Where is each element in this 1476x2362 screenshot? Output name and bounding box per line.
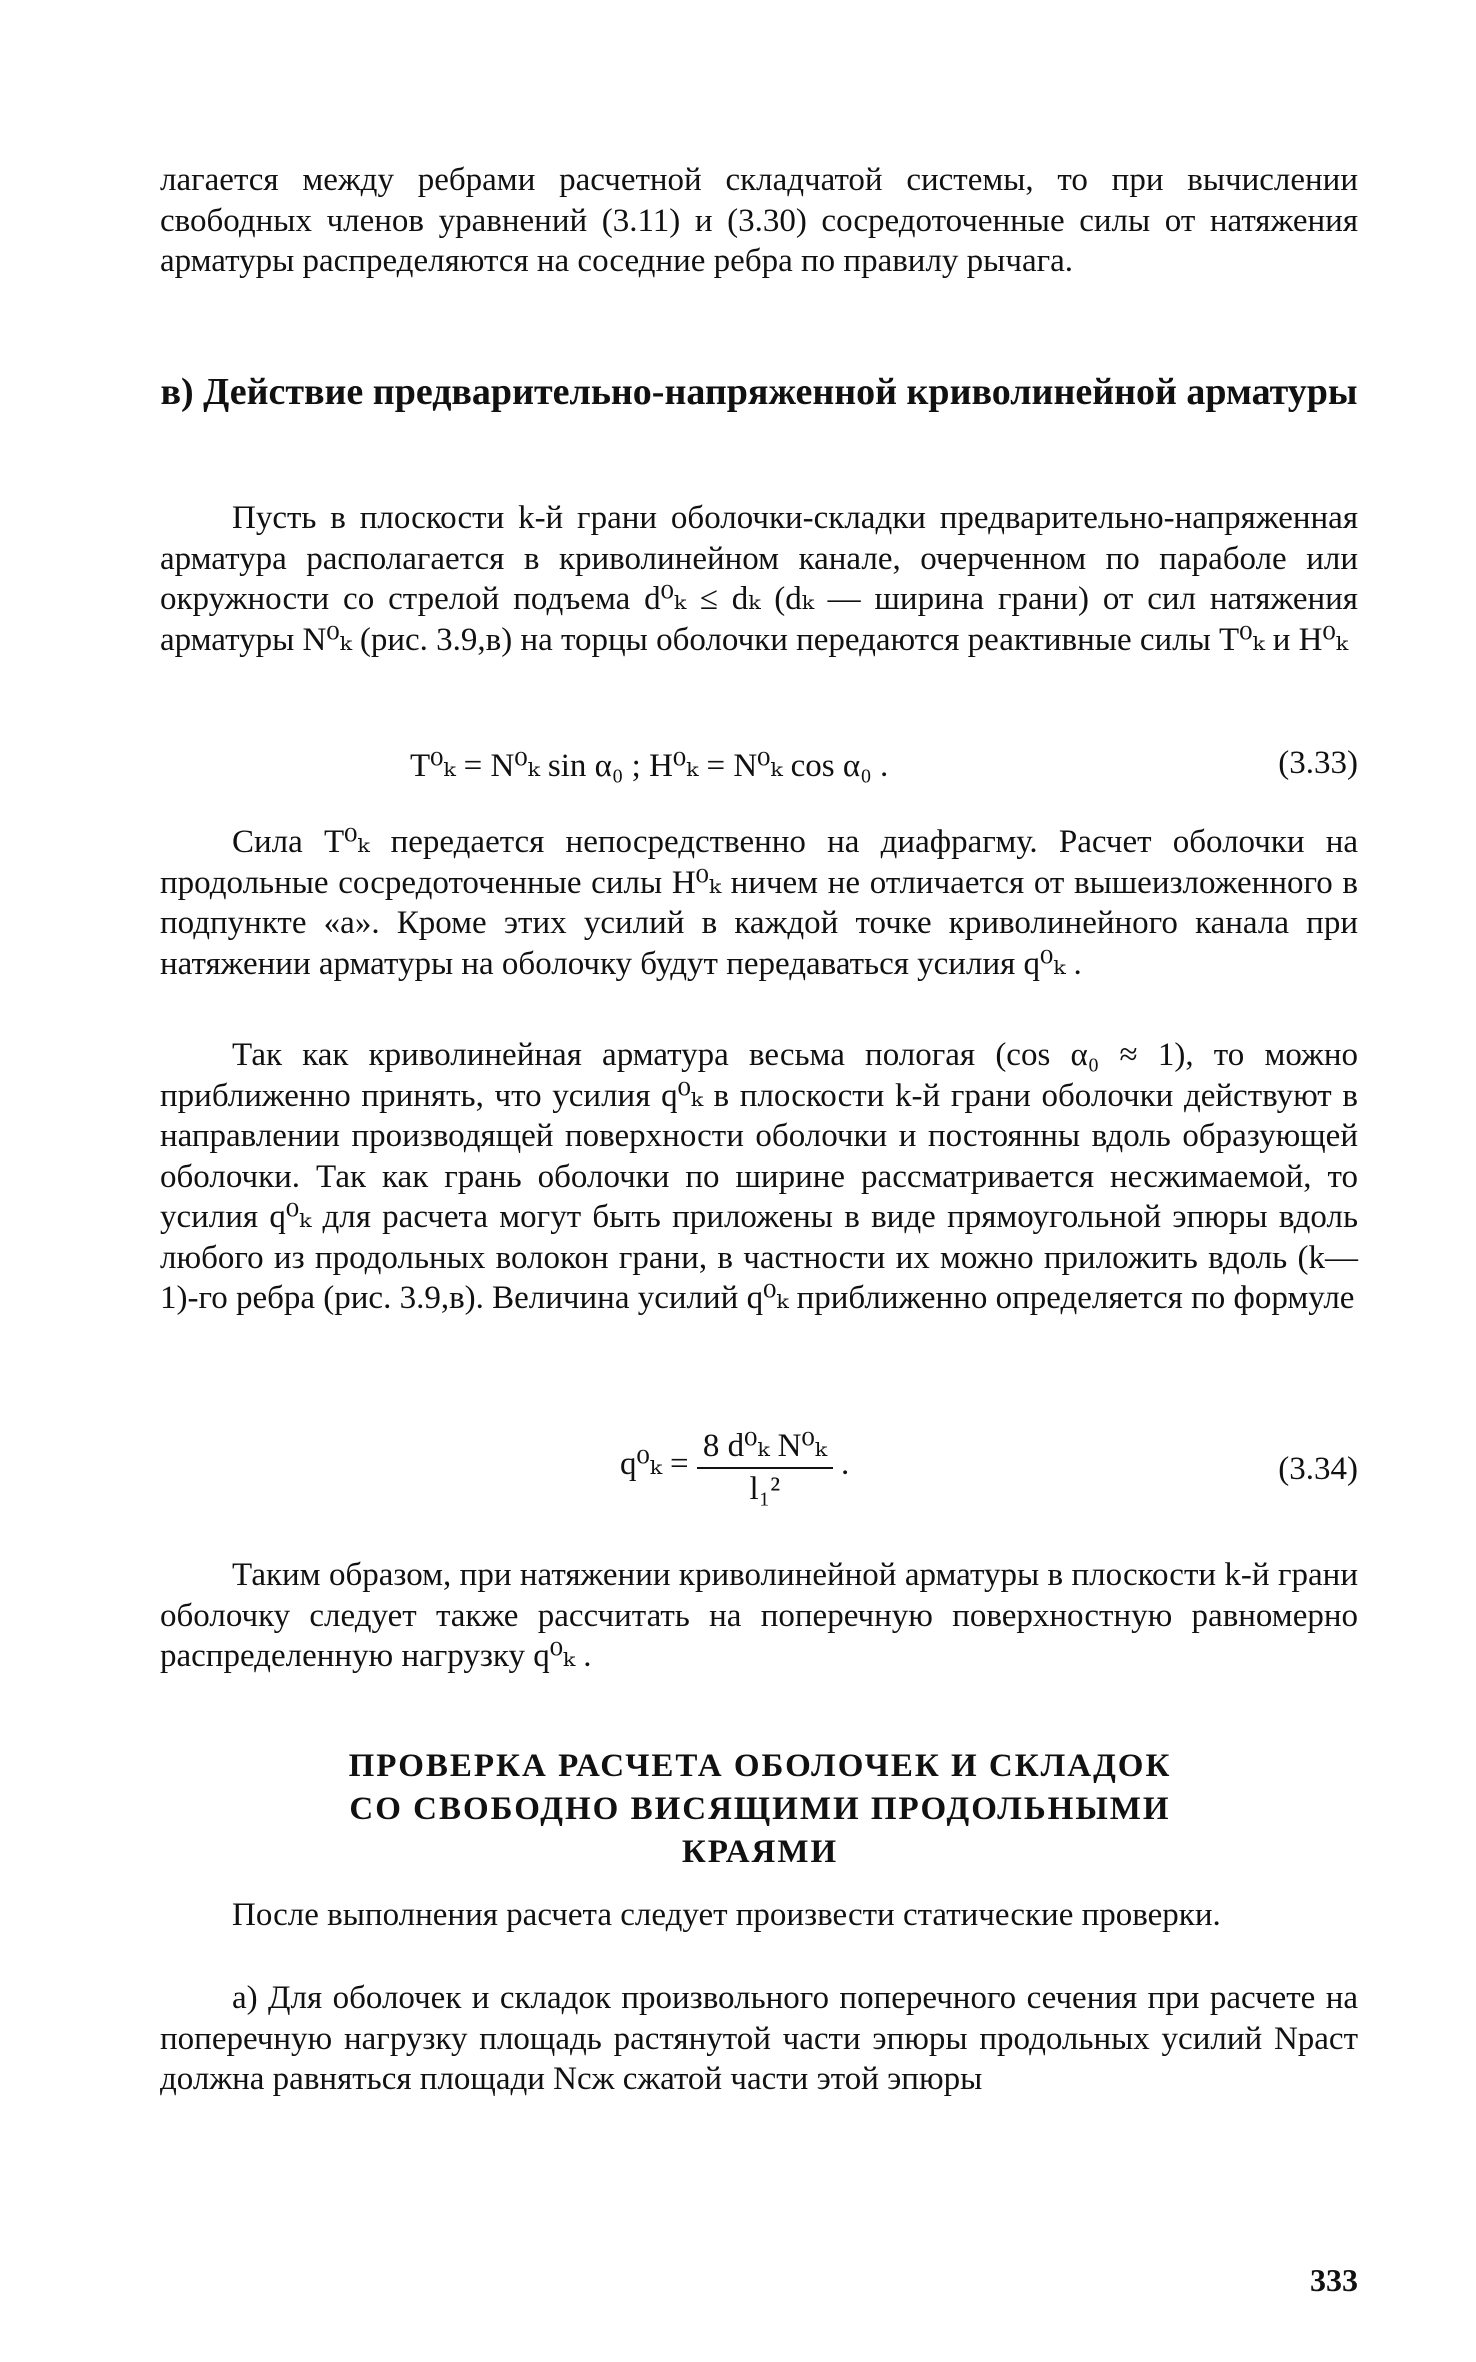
paragraph-2-text: Сила T⁰ₖ передается непосредственно на диафрагму. Расчет оболочки на продольные сосредоточенные силы H⁰ₖ ничем не отличается от вышеизложенного в подпункте «а». Кроме этих усилий в каждой точке криволинейного канала при натяжении арматуры на оболочку будут передаваться усилия q⁰ₖ . xyxy=(160,824,1358,982)
page-number: 333 xyxy=(1310,2262,1358,2298)
paragraph-6 xyxy=(160,1978,1358,2100)
paragraph-intro xyxy=(160,160,1358,282)
equation-3-34-tail: . xyxy=(841,1446,850,1483)
equation-3-33-number: (3.33) xyxy=(1278,745,1358,781)
paragraph-1-text: Пусть в плоскости k-й грани оболочки-складки предварительно-напряженная арматура располагается в криволинейном канале, очерченном по параболе или окружности со стрелой подъема d⁰ₖ ≤ dₖ (dₖ — ширина грани) от сил натяжения арматуры N⁰ₖ (рис. 3.9,в) на торцы оболочки передаются реактивные силы T⁰ₖ и H⁰ₖ xyxy=(160,500,1358,658)
paragraph-3-text: Так как криволинейная арматура весьма пологая (cos α₀ ≈ 1), то можно приближенно принять, что усилия q⁰ₖ в плоскости k-й грани оболочки действуют в направлении производящей поверхности оболочки и постоянны вдоль образующей оболочки. Так как грань оболочки по ширине рассматривается несжимаемой, то усилия q⁰ₖ для расчета могут быть приложены в виде прямоугольной эпюры вдоль любого из продольных волокон грани, в частности их можно приложить вдоль (k—1)-го ребра (рис. 3.9,в). Величина усилий q⁰ₖ приближенно определяется по формуле xyxy=(160,1037,1358,1316)
section-heading-v xyxy=(160,370,1358,414)
equation-3-34-body xyxy=(620,1425,849,1508)
paragraph-2 xyxy=(160,822,1358,984)
equation-3-34-numerator: 8 d⁰ₖ N⁰ₖ xyxy=(697,1425,833,1469)
paragraph-1 xyxy=(160,498,1358,660)
paragraph-3 xyxy=(160,1035,1358,1319)
equation-3-34 xyxy=(160,1425,1358,1535)
paragraph-6-text: а) Для оболочек и складок произвольного поперечного сечения при расчете на поперечную нагрузку площадь растянутой части эпюры продольных усилий Nраст должна равняться площади Nсж сжатой части этой эпюры xyxy=(160,1980,1358,2097)
paragraph-5-text: После выполнения расчета следует произвести статические проверки. xyxy=(232,1897,1221,1933)
equation-3-34-lhs: q⁰ₖ = xyxy=(620,1446,689,1483)
section-heading-v-text: в) Действие предварительно-напряженной криволинейной арматуры xyxy=(160,371,1358,413)
section-heading-check-text: ПРОВЕРКА РАСЧЕТА ОБОЛОЧЕК И СКЛАДОК СО СВОБОДНО ВИСЯЩИМИ ПРОДОЛЬНЫМИ КРАЯМИ xyxy=(348,1748,1172,1870)
paragraph-intro-text: лагается между ребрами расчетной складчатой системы, то при вычислении свободных членов уравнений (3.11) и (3.30) сосредоточенные силы от натяжения арматуры распределяются на соседние ребра по правилу рычага. xyxy=(160,162,1358,279)
equation-3-34-fraction xyxy=(697,1425,833,1508)
equation-3-33 xyxy=(160,745,1358,795)
paragraph-4-text: Таким образом, при натяжении криволинейной арматуры в плоскости k-й грани оболочку следует также рассчитать на поперечную поверхностную равномерно распределенную нагрузку q⁰ₖ . xyxy=(160,1557,1358,1674)
equation-3-34-denominator: l₁² xyxy=(749,1471,781,1507)
paragraph-5 xyxy=(160,1895,1358,1936)
paragraph-4 xyxy=(160,1555,1358,1677)
equation-3-33-body: T⁰ₖ = N⁰ₖ sin α₀ ; H⁰ₖ = N⁰ₖ cos α₀ . xyxy=(410,748,889,784)
equation-3-34-number: (3.34) xyxy=(1278,1451,1358,1487)
section-heading-check xyxy=(330,1745,1190,1874)
